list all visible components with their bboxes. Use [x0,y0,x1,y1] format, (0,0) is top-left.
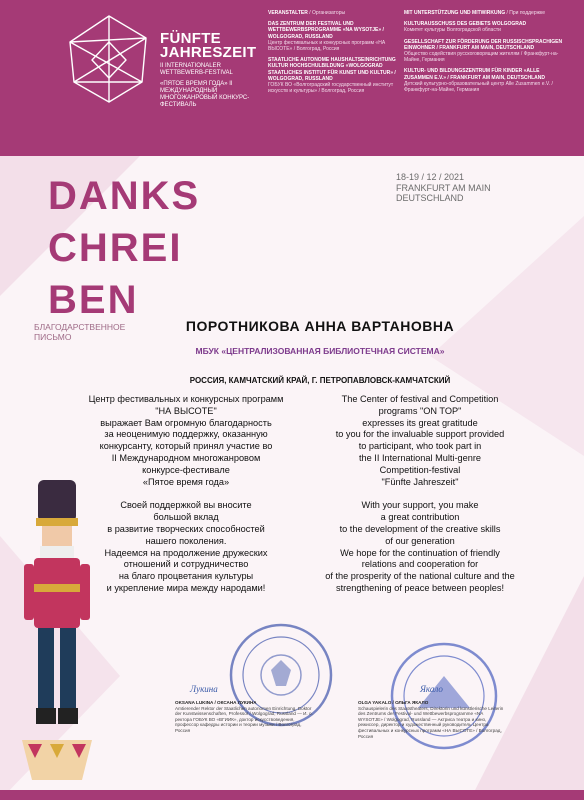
english-letter-text: The Center of festival and Competition programs "ON TOP" expresses its great gratitude to you for the invaluable support provided to participant, who took part in the II International Multi-genre Competition-festival "Fünfte Jahreszeit" With your support, you make a great contribution to the development of the creative skills of our generation We hope for the continuation of friendly relations and cooperation for of the prosperity of the national culture and the strengthening of peace between peoples! [325,394,515,593]
signature-right: Якало [420,684,443,694]
supporters-column [404,10,564,98]
brand-title-2: JAHRESZEIT [160,44,257,61]
header-band [0,0,584,156]
page-subtitle: БЛАГОДАРСТВЕННОЕ ПИСЬМО [34,322,126,342]
festival-logo [64,12,154,107]
recipient-organization: МБУК «ЦЕНТРАЛИЗОВАННАЯ БИБЛИОТЕЧНАЯ СИСТЕМА» [195,346,445,356]
organizer-block: VERANSTALTER / Организаторы [268,10,346,16]
brand-subtitle-ru: «ПЯТОЕ ВРЕМЯ ГОДА» II МЕЖДУНАРОДНЫЙ МНОГОЖАНРОВЫЙ КОНКУРС-ФЕСТИВАЛЬ [160,81,250,108]
recipient-name: ПОРОТНИКОВА АННА ВАРТАНОВНА [185,318,455,334]
footer-band [0,790,584,800]
supporter-block: KULTUR- UND BILDUNGSZENTRUM FÜR KINDER «ALLE ZUSAMMEN E.V.» / FRANKFURT AM MAIN, DEUTSCHLAND Детский культурно-образовательный центр Alle Zusammen e.V. / Франкфурт-на-Майне, Германия [404,68,553,94]
event-date-place: 18-19 / 12 / 2021 FRANKFURT AM MAIN DEUTSCHLAND [396,172,491,203]
organizers-column [268,10,396,99]
signature-left: Лукина [190,684,218,694]
brand-block [160,32,260,109]
supporter-block: GESELLSCHAFT ZUR FÖRDERUNG DER RUSSISCHSPRACHIGEN EINWOHNER / FRANKFURT AM MAIN, DEUTSCHLAND Общество содействия русскоговорящим жителям / Франкфурт-на-Майне, Германия [404,38,563,64]
signatory-right: OLGA YAKALO / ОЛЬГА ЯКАЛО Schauspielerin des Staatstheaters, Direktorin und künstlerische Leiterin des Zentrums der Festival- und Wettbewerbsprogramme «NA WYSOTJE» / Wolgograd, Russland — Актриса театра и кино, режиссер, директор и художественный руководитель Центра фестивальных и конкурсных программ «НА ВЫСОТЕ» / Волгоград, Россия [358,700,504,739]
signatory-left: OKSANA LUKINA / ОКСАНА ЛУКИНА Amtierender Rektor der Staatlichen autonomen Einrichtung, Doktor der Kunstwissenschaften, Professor / Wolgograd, Russland — И. о. ректора ГОБУК ВО «ВГИИК», доктор искусствоведения, профессор кафедры истории и теории музыки / Волгоград, Россия [175,700,313,733]
recipient-location: РОССИЯ, КАМЧАТСКИЙ КРАЙ, Г. ПЕТРОПАВЛОВСК-КАМЧАТСКИЙ [189,376,451,385]
nutcracker-illustration [22,480,92,790]
organizer-block: DAS ZENTRUM DER FESTIVAL UND WETTBEWERBSPROGRAMME «NA WYSOTJE» / WOLGOGRAD, RUSSLAND Центр фестивальных и конкурсных программ «НА ВЫСОТЕ» / Волгоград, Россия [268,21,386,53]
organizer-block: STAATLICHE AUTONOME HAUSHALTSEINRICHTUNG KULTUR HOCHSCHULBILDUNG «WOLGOGRAD STAATLICHES INSTITUT FÜR KUNST UND KULTUR» / WOLGOGRAD, RUSSLAND ГОБУК ВО «Волгоградский государственный институт искусств и культуры» / Волгоград, Россия [268,57,396,95]
russian-letter-text: Центр фестивальных и конкурсных программ "НА ВЫСОТЕ" выражает Вам огромную благодарность за неоценимую поддержку, оказанную конкурсанту, который принял участие во II Международном многожанровом конкурсе-фестивале «Пятое время года» Своей поддержкой вы вносите большой вклад в развитие творческих способностей нашего поколения. Надеемся на продолжение дружеских отношений и сотрудничество на благо процветания культуры и укрепление мира между народами! [88,394,284,593]
brand-subtitle-de: II INTERNATIONALER WETTBEWERB-FESTIVAL [160,63,233,76]
supporter-block: KULTURAUSSCHUSS DES GEBIETS WOLGOGRAD Комитет культуры Волгоградской области [404,21,527,34]
brand-title-1: FÜNFTE [160,30,221,47]
supporter-block: MIT UNTERSTÜTZUNG UND MITWIRKUNG / При поддержке [404,10,545,16]
page-title: DANKS CHREI BEN [48,174,201,322]
